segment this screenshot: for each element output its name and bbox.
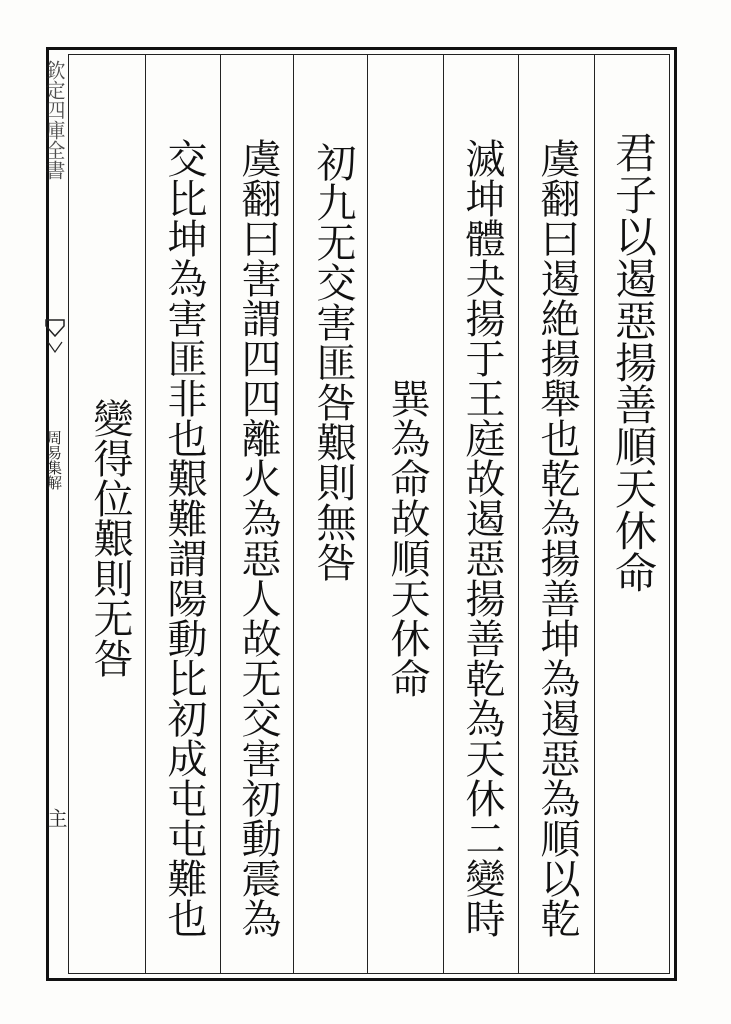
text-column-5: 初九无交害匪咎艱則無咎 [310, 142, 356, 582]
column-rule [443, 54, 444, 974]
margin-header: 欽定四庫全書 [42, 60, 66, 180]
fish-tail-mark-icon [44, 318, 66, 358]
text-column-7: 交比坤為害匪非也艱難謂陽動比初成屯屯難也 [161, 138, 207, 938]
column-rule [594, 54, 595, 974]
text-column-2: 虞翻曰遏絶揚舉也乾為揚善坤為遏惡為順以乾 [534, 138, 580, 938]
column-rule [367, 54, 368, 974]
text-column-3: 滅坤體夬揚于王庭故遏惡揚善乾為天休二變時 [459, 138, 505, 938]
text-column-4: 巽為命故順天休命 [384, 378, 430, 698]
text-column-1: 君子以遏惡揚善順天休命 [609, 131, 658, 593]
column-rule [145, 54, 146, 974]
column-rule [518, 54, 519, 974]
margin-book-title: 周易集解 [45, 430, 63, 490]
margin-page-number: 主 [44, 808, 68, 828]
text-column-8: 變得位艱則无咎 [87, 398, 133, 678]
text-column-6: 虞翻曰害謂四四離火為惡人故无交害初動震為 [235, 138, 281, 938]
column-rule [293, 54, 294, 974]
column-rule [220, 54, 221, 974]
